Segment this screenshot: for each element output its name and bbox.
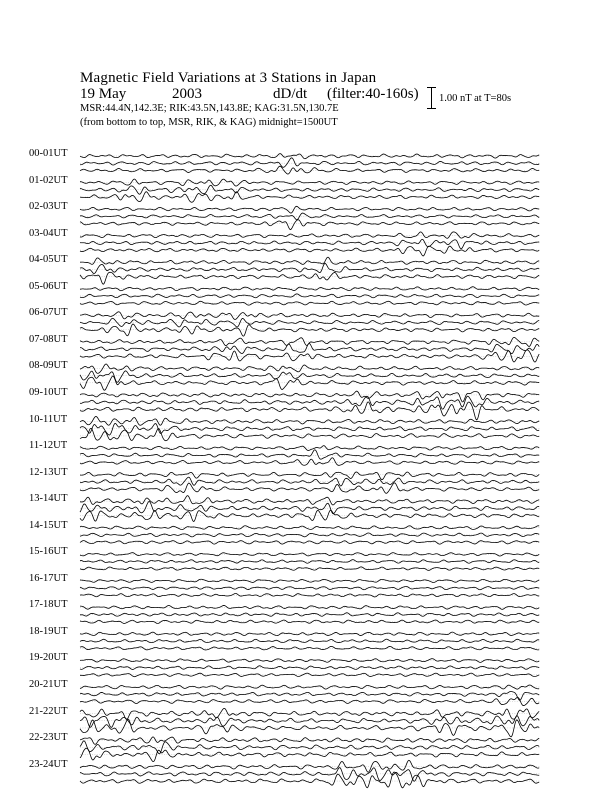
station-trace-msr bbox=[80, 567, 539, 570]
station-trace-kag bbox=[80, 579, 539, 582]
chart-title: Magnetic Field Variations at 3 Stations in Japan bbox=[80, 70, 377, 86]
station-trace-kag bbox=[80, 605, 539, 609]
hour-row bbox=[80, 179, 540, 202]
row-label: 19-20UT bbox=[29, 652, 68, 664]
station-trace-kag bbox=[80, 154, 539, 159]
hour-row bbox=[80, 472, 540, 493]
station-trace-rik bbox=[80, 318, 539, 327]
row-label: 03-04UT bbox=[29, 227, 68, 239]
hour-row bbox=[80, 605, 540, 623]
station-trace-kag bbox=[80, 416, 539, 425]
row-label: 06-07UT bbox=[29, 307, 68, 319]
station-order-note: (from bottom to top, MSR, RIK, & KAG) midnight=1500UT bbox=[80, 117, 338, 128]
row-label: 12-13UT bbox=[29, 466, 68, 478]
row-label: 01-02UT bbox=[29, 174, 68, 186]
station-trace-rik bbox=[80, 158, 539, 167]
station-trace-kag bbox=[80, 526, 539, 530]
station-trace-rik bbox=[80, 263, 539, 273]
station-trace-rik bbox=[80, 741, 539, 754]
row-label: 18-19UT bbox=[29, 625, 68, 637]
date-year: 2003 bbox=[172, 86, 202, 102]
station-trace-rik bbox=[80, 239, 539, 248]
station-trace-msr bbox=[80, 510, 539, 521]
station-trace-kag bbox=[80, 472, 539, 480]
station-coordinates: MSR:44.4N,142.3E; RIK:43.5N,143.8E; KAG:31.5N,130.7E bbox=[80, 103, 339, 114]
row-label: 08-09UT bbox=[29, 360, 68, 372]
station-trace-msr bbox=[80, 593, 539, 596]
hour-row bbox=[80, 553, 540, 571]
station-trace-kag bbox=[80, 179, 539, 186]
station-trace-rik bbox=[80, 613, 539, 617]
station-trace-rik bbox=[80, 768, 539, 782]
station-trace-kag bbox=[80, 257, 539, 264]
station-trace-msr bbox=[80, 620, 539, 623]
hour-row bbox=[80, 287, 540, 305]
station-trace-msr bbox=[80, 719, 539, 737]
hour-row bbox=[80, 257, 540, 284]
station-trace-rik bbox=[80, 692, 539, 701]
station-trace-msr bbox=[80, 673, 539, 677]
row-label: 17-18UT bbox=[29, 599, 68, 611]
station-trace-msr bbox=[80, 376, 539, 390]
row-label: 07-08UT bbox=[29, 333, 68, 345]
station-trace-rik bbox=[80, 371, 539, 382]
station-trace-msr bbox=[80, 402, 539, 420]
station-trace-rik bbox=[80, 477, 539, 486]
hour-row bbox=[80, 760, 540, 788]
station-trace-rik bbox=[80, 502, 539, 514]
station-trace-msr bbox=[80, 272, 539, 284]
station-trace-rik bbox=[80, 533, 539, 537]
row-label: 20-21UT bbox=[29, 679, 68, 690]
station-trace-msr bbox=[80, 541, 539, 545]
station-trace-kag bbox=[80, 287, 539, 291]
station-trace-msr bbox=[80, 220, 539, 230]
station-trace-msr bbox=[80, 458, 539, 466]
row-label: 05-06UT bbox=[29, 280, 68, 292]
hour-row bbox=[80, 685, 540, 706]
hour-row bbox=[80, 632, 540, 650]
station-trace-kag bbox=[80, 708, 539, 719]
row-label: 22-23UT bbox=[29, 732, 68, 744]
filter-label: (filter:40-160s) bbox=[327, 86, 419, 102]
station-trace-kag bbox=[80, 337, 539, 346]
station-trace-rik bbox=[80, 450, 539, 459]
station-trace-kag bbox=[80, 659, 539, 663]
row-label: 13-14UT bbox=[29, 493, 68, 505]
station-trace-msr bbox=[80, 646, 539, 650]
station-trace-kag bbox=[80, 364, 539, 373]
station-trace-kag bbox=[80, 632, 539, 635]
station-trace-kag bbox=[80, 312, 539, 320]
station-trace-kag bbox=[80, 553, 539, 556]
station-trace-rik bbox=[80, 560, 539, 564]
station-trace-kag bbox=[80, 737, 539, 744]
station-trace-kag bbox=[80, 206, 539, 213]
quantity-label: dD/dt bbox=[273, 86, 308, 102]
station-trace-kag bbox=[80, 496, 539, 505]
row-label: 02-03UT bbox=[29, 201, 68, 213]
station-trace-msr bbox=[80, 350, 539, 362]
row-label: 23-24UT bbox=[29, 758, 68, 770]
station-trace-rik bbox=[80, 639, 539, 643]
row-label: 14-15UT bbox=[29, 519, 68, 531]
station-trace-msr bbox=[80, 697, 539, 705]
station-trace-kag bbox=[80, 232, 539, 238]
station-trace-kag bbox=[80, 685, 539, 689]
station-trace-rik bbox=[80, 716, 539, 728]
station-trace-kag bbox=[80, 760, 539, 772]
station-trace-rik bbox=[80, 213, 539, 220]
hour-row bbox=[80, 659, 540, 677]
hour-row bbox=[80, 446, 540, 466]
station-trace-rik bbox=[80, 586, 539, 589]
hour-row bbox=[80, 416, 540, 440]
row-label: 00-01UT bbox=[29, 148, 68, 159]
hour-row bbox=[80, 737, 540, 762]
station-trace-kag bbox=[80, 391, 539, 402]
hour-row bbox=[80, 154, 540, 174]
station-trace-rik bbox=[80, 294, 539, 298]
hour-row bbox=[80, 206, 540, 229]
hour-row bbox=[80, 312, 540, 336]
station-trace-msr bbox=[80, 301, 539, 305]
station-trace-kag bbox=[80, 446, 539, 451]
station-trace-rik bbox=[80, 343, 539, 353]
station-trace-msr bbox=[80, 192, 539, 203]
station-trace-msr bbox=[80, 748, 539, 761]
station-trace-rik bbox=[80, 666, 539, 670]
row-label: 21-22UT bbox=[29, 705, 68, 717]
hour-row bbox=[80, 391, 540, 420]
station-trace-msr bbox=[80, 483, 539, 493]
station-trace-msr bbox=[80, 324, 539, 336]
hour-row bbox=[80, 364, 540, 390]
row-label: 16-17UT bbox=[29, 572, 68, 584]
hour-row bbox=[80, 232, 540, 256]
row-label: 10-11UT bbox=[29, 413, 68, 425]
row-label: 09-10UT bbox=[29, 386, 68, 398]
hour-row bbox=[80, 337, 540, 362]
hour-row bbox=[80, 496, 540, 522]
row-label: 04-05UT bbox=[29, 254, 68, 266]
hour-row bbox=[80, 708, 540, 736]
station-trace-rik bbox=[80, 185, 539, 194]
station-trace-msr bbox=[80, 166, 539, 174]
row-label: 15-16UT bbox=[29, 546, 68, 558]
scale-bar-label: 1.00 nT at T=80s bbox=[439, 93, 512, 104]
station-trace-rik bbox=[80, 423, 539, 435]
station-trace-msr bbox=[80, 246, 539, 256]
date-day: 19 May bbox=[80, 86, 127, 102]
hour-row bbox=[80, 579, 540, 597]
hour-row bbox=[80, 526, 540, 544]
row-label: 11-12UT bbox=[29, 440, 68, 452]
